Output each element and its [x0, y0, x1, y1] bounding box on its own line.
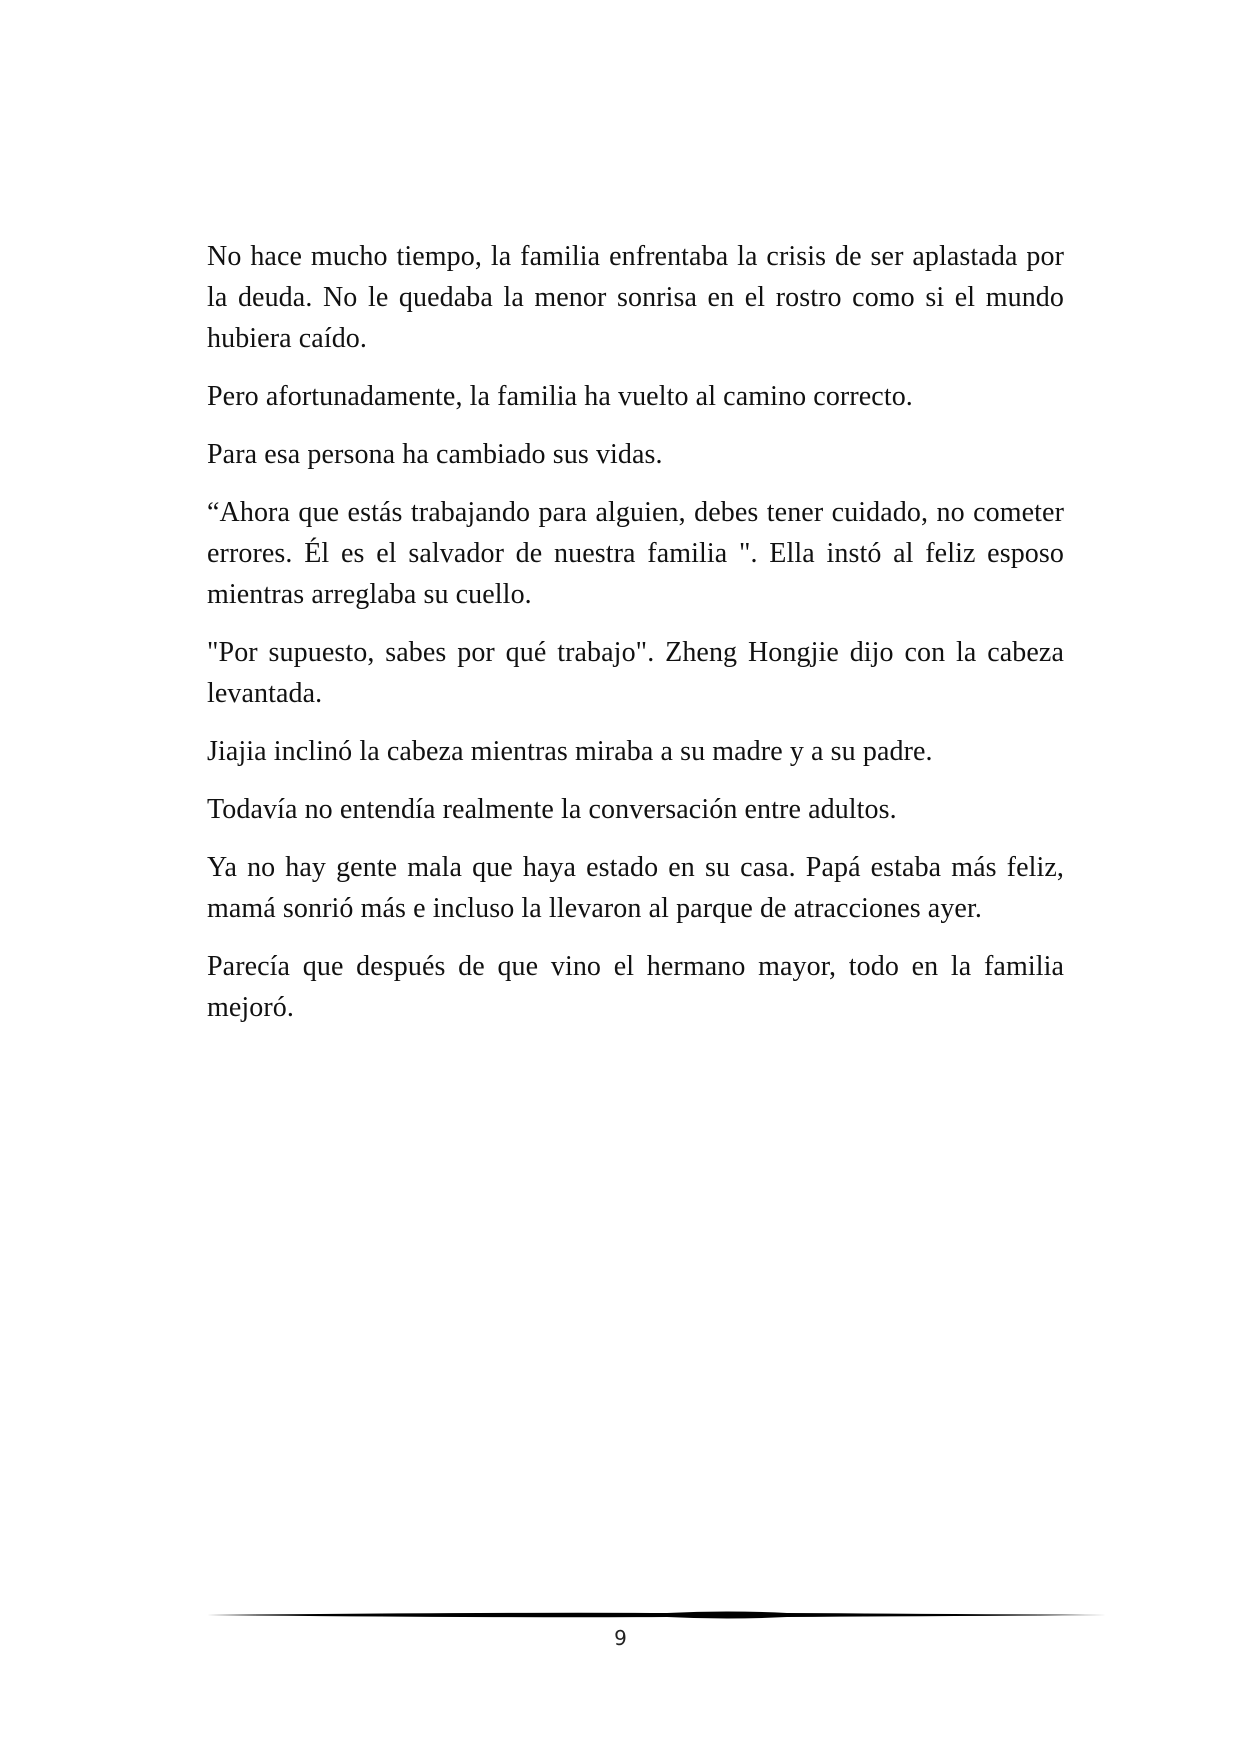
paragraph: Parecía que después de que vino el hermano mayor, todo en la familia mejoró. [207, 951, 1064, 1023]
page-number: 9 [614, 1626, 627, 1650]
body-text [207, 236, 1064, 1045]
footer-rule [207, 1610, 1107, 1620]
paragraph: Jiajia inclinó la cabeza mientras miraba a su madre y a su padre. [207, 736, 933, 767]
paragraph: No hace mucho tiempo, la familia enfrentaba la crisis de ser aplastada por la deuda. No le quedaba la menor sonrisa en el rostro como si el mundo hubiera caído. [207, 241, 1064, 354]
paragraph: Para esa persona ha cambiado sus vidas. [207, 439, 663, 470]
paragraph: Pero afortunadamente, la familia ha vuelto al camino correcto. [207, 381, 913, 412]
paragraph: Ya no hay gente mala que haya estado en su casa. Papá estaba más feliz, mamá sonrió más e incluso la llevaron al parque de atracciones ayer. [207, 852, 1064, 924]
paragraph: "Por supuesto, sabes por qué trabajo". Zheng Hongjie dijo con la cabeza levantada. [207, 637, 1064, 709]
paragraph: “Ahora que estás trabajando para alguien, debes tener cuidado, no cometer errores. Él es el salvador de nuestra familia ". Ella instó al feliz esposo mientras arreglaba su cuello. [207, 497, 1064, 610]
paragraph: Todavía no entendía realmente la conversación entre adultos. [207, 794, 897, 825]
